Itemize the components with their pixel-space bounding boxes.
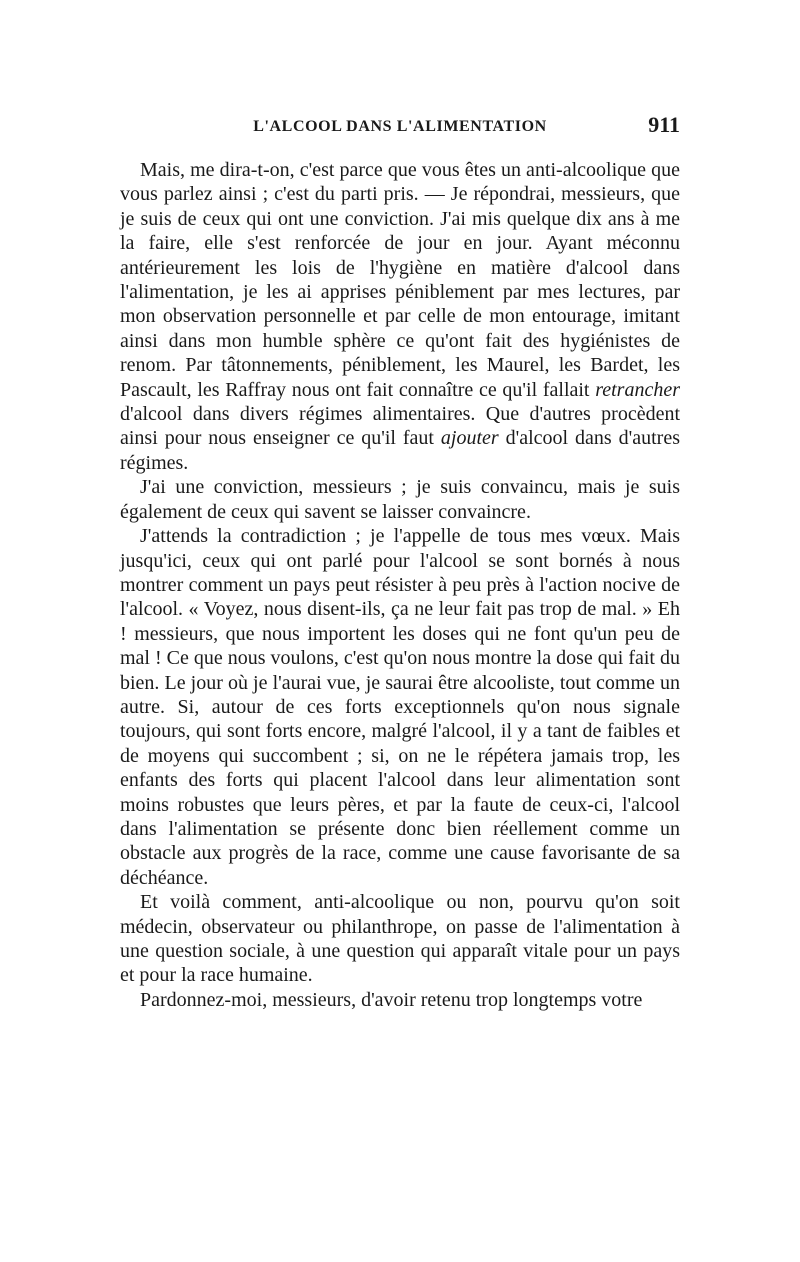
italic-word-ajouter: ajouter — [440, 427, 499, 450]
italic-word-retrancher: retrancher — [595, 378, 680, 401]
text-segment: Et voilà comment, anti-alcoolique ou non, pourvu qu'on soit médecin, observateur ou philanthrope, on passe de l'alimentation à une question sociale, à une question qui apparaît vitale pour un pays et pour la race humaine. — [120, 891, 680, 987]
text-segment: J'attends la contradiction ; je l'appelle de tous mes vœux. Mais jusqu'ici, ceux qui ont parlé pour l'alcool se sont bornés à nous montrer comment un pays peut résister à peu près à l'action nocive de l'alcool. « Voyez, nous disent-ils, ça ne leur fait pas trop de mal. » Eh ! messieurs, que nous importent les doses qui ne font qu'un peu de mal ! Ce que nous voulons, c'est qu'on nous montre la dose qui fait du bien. Le jour où je l'aurai vue, je saurai être alcooliste, tout comme un autre. Si, autour de ces forts exceptionnels qu'on nous signale toujours, qui sont forts encore, malgré l'alcool, il y a tant de faibles et de moyens qui succombent ; si, on ne le répétera jamais trop, les enfants des forts qui placent l'alcool dans leur alimentation sont moins robustes que leurs pères, et par la faute de ceux-ci, l'alcool dans l'alimentation se présente donc bien réellement comme un obstacle aux progrès de la race, comme une cause favorisante de sa déchéance. — [120, 525, 680, 889]
text-segment: Pardonnez-moi, messieurs, d'avoir retenu trop longtemps votre — [140, 988, 643, 1011]
paragraph-5 — [120, 988, 680, 1012]
page-number: 911 — [648, 112, 680, 137]
text-segment: d'alcool dans d'autres régimes. — [120, 427, 680, 474]
running-head — [120, 112, 680, 146]
running-title: L'ALCOOL DANS L'ALIMENTATION — [253, 118, 547, 135]
paragraph-1 — [120, 158, 680, 475]
paragraph-3 — [120, 524, 680, 890]
book-page — [120, 112, 680, 1012]
paragraph-4 — [120, 890, 680, 988]
body-text — [120, 158, 680, 1012]
text-segment: d'alcool dans divers régimes alimentaires. Que d'autres procèdent ainsi pour nous enseigner ce qu'il faut — [120, 403, 680, 450]
paragraph-2 — [120, 475, 680, 524]
text-segment: Mais, me dira-t-on, c'est parce que vous êtes un anti-alcoolique que vous parlez ainsi ; c'est du parti pris. — Je répondrai, messieurs, que je suis de ceux qui ont une conviction. J'ai mis quelque dix ans à me la faire, elle s'est renforcée de jour en jour. Ayant méconnu antérieurement les lois de l'hygiène en matière d'alcool dans l'alimentation, je les ai apprises péniblement par mes lectures, par mon observation personnelle et par celle de mon entourage, imitant ainsi dans mon humble sphère ce qu'ont fait des hygiénistes de renom. Par tâtonnements, péniblement, les Maurel, les Bardet, les Pascault, les Raffray nous ont fait connaître ce qu'il fallait — [120, 159, 680, 401]
text-segment: J'ai une conviction, messieurs ; je suis convaincu, mais je suis également de ceux qui savent se laisser convaincre. — [120, 476, 680, 523]
